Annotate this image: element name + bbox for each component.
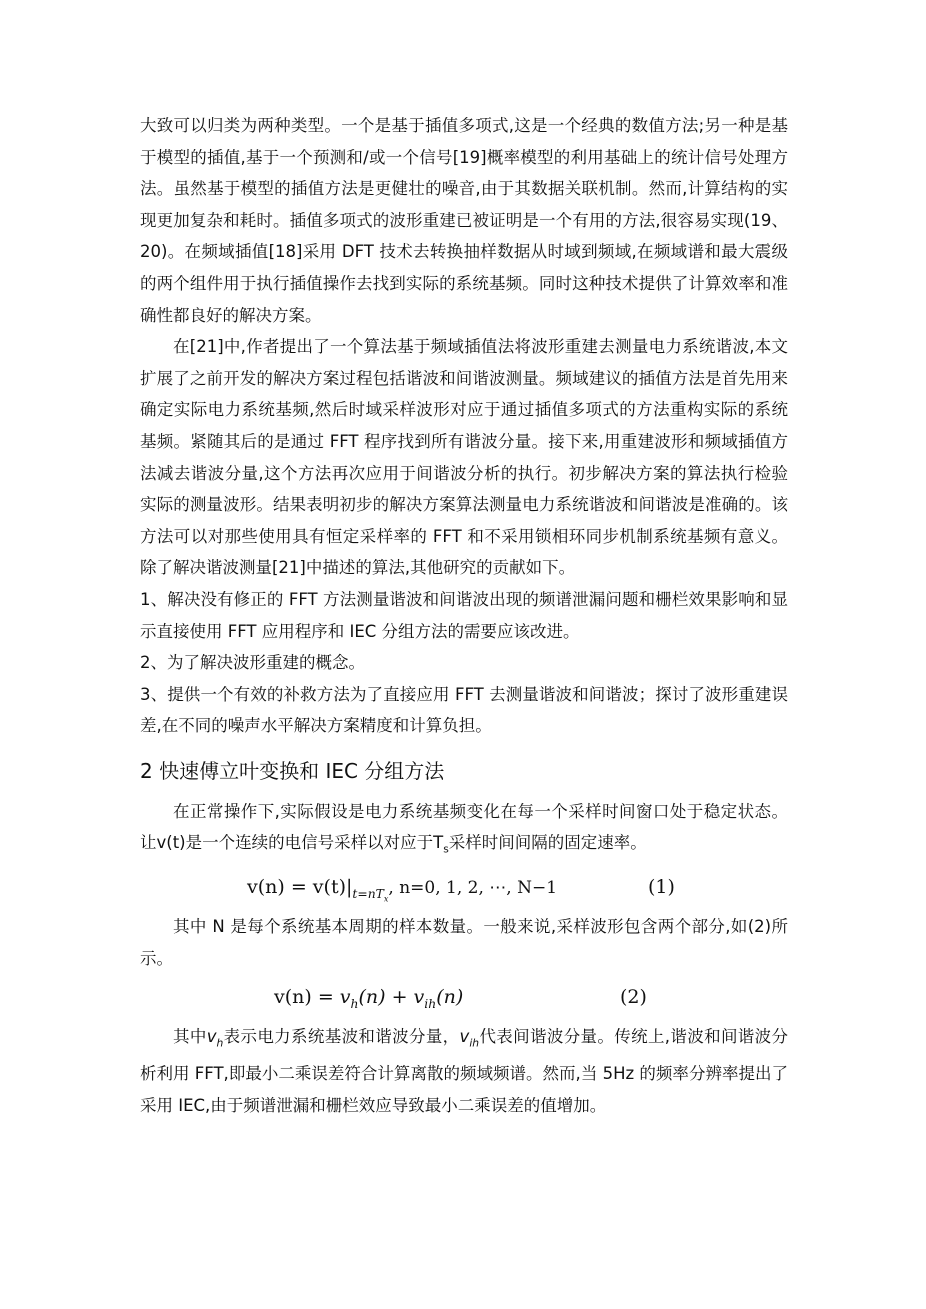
equation-1-subscript: t=nTx bbox=[352, 887, 389, 904]
paragraph-harmonic-analysis: 其中$v_h$表示电力系统基波和谐波分量，$v_{ih}$代表间谐波分量。传统上,谐波和间谐波分析利用 FFT,即最小二乘误差符合计算离散的频域频谱。然而,当 5Hz 的频率分辨率提出了采用 IEC,由于频谱泄漏和栅栏效应导致最小二乘误差的值增加。 bbox=[140, 1026, 789, 1116]
equation-2-number: (2) bbox=[620, 985, 647, 1008]
paragraph-sample-count: 其中 N 是每个系统基本周期的样本数量。一般来说,采样波形包含两个部分,如(2)所示。 bbox=[140, 917, 788, 968]
paragraph-sampling-text-b: 采样时间间隔的固定速率。 bbox=[448, 833, 647, 853]
paragraph-sampling-assumption bbox=[140, 796, 788, 865]
equation-1 bbox=[140, 867, 788, 907]
equation-2-expression: $v(n) = v_h(n) + v_{ih}(n)$ bbox=[274, 985, 464, 1011]
list-item-1: 1、解决没有修正的 FFT 方法测量谐波和间谐波出现的频谱泄漏问题和栅栏效果影响和显示直接使用 FFT 应用程序和 IEC 分组方法的需要应该改进。 bbox=[140, 589, 788, 641]
ts-subscript: s bbox=[443, 842, 449, 856]
paragraph-proposed-method: 在[21]中,作者提出了一个算法基于频域插值法将波形重建去测量电力系统谐波,本文扩展了之前开发的解决方案过程包括谐波和间谐波测量。频域建议的插值方法是首先用来确定实际电力系统基频,然后时域采样波形对应于通过插值多项式的方法重构实际的系统基频。紧随其后的是通过 FFT 程序找到所有谐波分量。接下来,用重建波形和频域插值方法减去谐波分量,这个方法再次应用于间谐波分析的执行。初步解决方案的算法执行检验实际的测量波形。结果表明初步的解决方案算法测量电力系统谐波和间谐波是准确的。该方法可以对那些使用具有恒定采样率的 FFT 和不采用锁相环同步机制系统基频有意义。除了解决谐波测量[21]中描述的算法,其他研究的贡献如下。 bbox=[140, 337, 788, 578]
paragraph-sampling-text-a: 在正常操作下,实际假设是电力系统基频变化在每一个采样时间窗口处于稳定状态。让v(t)是一个连续的电信号采样以对应于T bbox=[140, 801, 788, 853]
equation-1-expression bbox=[247, 867, 557, 919]
list-item-3: 3、提供一个有效的补救方法为了直接应用 FFT 去测量谐波和间谐波；探讨了波形重建误差,在不同的噪声水平解决方案精度和计算负担。 bbox=[140, 684, 788, 736]
equation-1-rhs: , n=0, 1, 2, ⋯, N−1 bbox=[388, 878, 558, 899]
equation-1-number: (1) bbox=[648, 876, 675, 899]
list-item-2: 2、为了解决波形重建的概念。 bbox=[140, 653, 365, 673]
section-heading: 2 快速傅立叶变换和 IEC 分组方法 bbox=[140, 758, 445, 783]
paragraph-interpolation-methods: 大致可以归类为两种类型。一个是基于插值多项式,这是一个经典的数值方法;另一种是基于模型的插值,基于一个预测和/或一个信号[19]概率模型的利用基础上的统计信号处理方法。虽然基于模型的插值方法是更健壮的噪音,由于其数据关联机制。然而,计算结构的实现更加复杂和耗时。插值多项式的波形重建已被证明是一个有用的方法,很容易实现(19、20)。在频域插值[18]采用 DFT 技术去转换抽样数据从时域到频域,在频域谱和最大震级的两个组件用于执行插值操作去找到实际的系统基频。同时这种技术提供了计算效率和准确性都良好的解决方案。 bbox=[140, 116, 788, 325]
equation-2 bbox=[140, 977, 788, 1017]
equation-1-lhs: v(n) = v(t)| bbox=[247, 876, 353, 899]
